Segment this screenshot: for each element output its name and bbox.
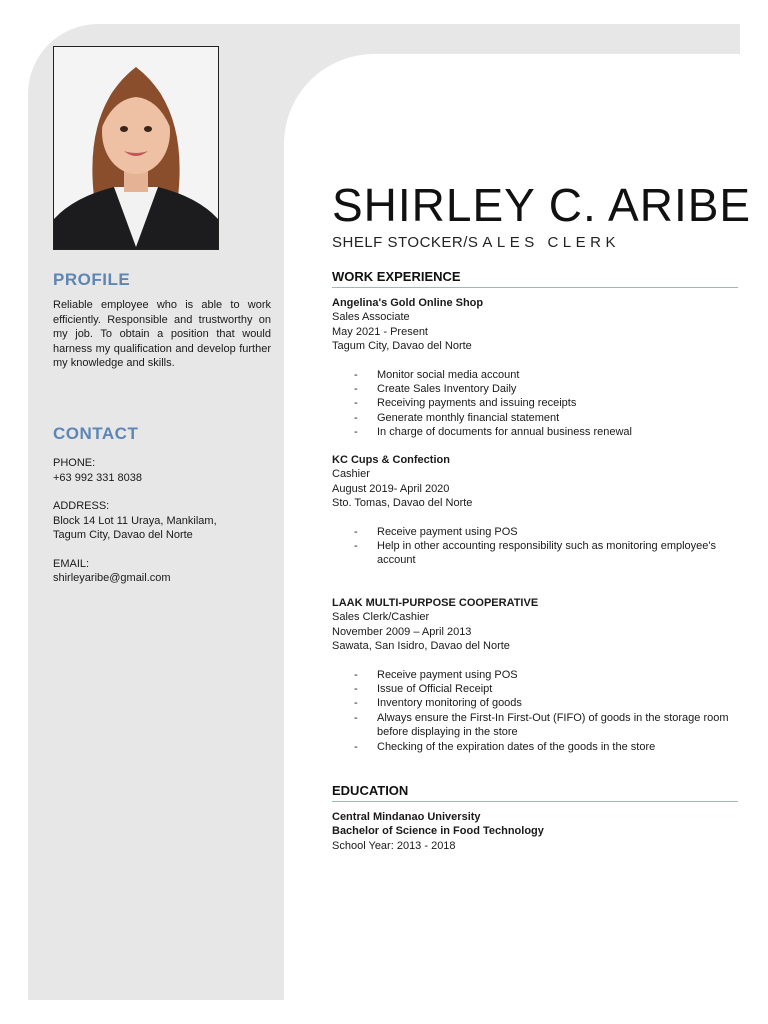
duty-item: - Create Sales Inventory Daily	[332, 382, 738, 396]
contact-heading: CONTACT	[53, 424, 139, 443]
job-dates: November 2009 – April 2013	[332, 625, 472, 638]
profile-photo	[53, 46, 219, 250]
job-duties	[332, 368, 738, 440]
education-degree: Bachelor of Science in Food Technology	[332, 825, 544, 838]
phone-value: +63 992 331 8038	[53, 471, 143, 484]
profile-heading: PROFILE	[53, 270, 131, 289]
work-experience-heading: WORK EXPERIENCE	[332, 269, 738, 288]
job-entry-1	[332, 296, 738, 440]
duty-item: - Generate monthly financial statement	[332, 411, 738, 425]
portrait-illustration	[54, 47, 218, 249]
candidate-name: SHIRLEY C. ARIBE	[332, 179, 752, 231]
job-dates: August 2019- April 2020	[332, 482, 450, 495]
candidate-subtitle	[332, 234, 620, 251]
email-label: EMAIL:	[53, 557, 90, 570]
contact-section	[53, 424, 271, 586]
job-duties	[332, 668, 738, 754]
job-position: Cashier	[332, 468, 370, 481]
duty-item: - Issue of Official Receipt	[332, 682, 738, 696]
address-label: ADDRESS:	[53, 500, 110, 512]
education-school: Central Mindanao University	[332, 811, 481, 823]
job-dates: May 2021 - Present	[332, 325, 428, 338]
duty-item: - Receiving payments and issuing receipts	[332, 396, 738, 410]
education-entry	[332, 810, 738, 853]
address-line-2: Tagum City, Davao del Norte	[53, 529, 193, 541]
duty-item: - Help in other accounting responsibility such as monitoring employee's account	[332, 539, 738, 568]
job-company: KC Cups & Confection	[332, 454, 450, 466]
duty-item: - Inventory monitoring of goods	[332, 696, 738, 710]
profile-section	[53, 270, 271, 371]
duty-item: - Checking of the expiration dates of the goods in the store	[332, 740, 738, 754]
education-year: School Year: 2013 - 2018	[332, 839, 456, 852]
address-line-1: Block 14 Lot 11 Uraya, Mankilam,	[53, 514, 217, 527]
job-location: Tagum City, Davao del Norte	[332, 340, 472, 353]
duty-item: - Always ensure the First-In First-Out (FIFO) of goods in the storage room before displaying in the store	[332, 711, 738, 740]
duty-item: - Receive payment using POS	[332, 525, 738, 539]
subtitle-spaced: SALES CLERK	[467, 234, 620, 251]
job-location: Sto. Tomas, Davao del Norte	[332, 497, 473, 510]
job-position: Sales Clerk/Cashier	[332, 611, 430, 624]
profile-text: Reliable employee who is able to work efficiently. Responsible and trustworthy on my job. To obtain a position that would harness my qualification and develop further my knowledge and skills.	[53, 299, 271, 369]
phone-label: PHONE:	[53, 457, 96, 469]
job-company: LAAK MULTI-PURPOSE COOPERATIVE	[332, 597, 539, 609]
job-location: Sawata, San Isidro, Davao del Norte	[332, 640, 510, 653]
job-position: Sales Associate	[332, 311, 410, 324]
duty-item: - Monitor social media account	[332, 368, 738, 382]
job-duties	[332, 525, 738, 568]
job-entry-3	[332, 596, 738, 754]
email-value: shirleyaribe@gmail.com	[53, 572, 171, 584]
education-heading: EDUCATION	[332, 783, 738, 802]
job-entry-2	[332, 453, 738, 568]
subtitle-main: SHELF STOCKER/	[332, 234, 468, 251]
duty-item: - In charge of documents for annual business renewal	[332, 425, 738, 439]
job-company: Angelina's Gold Online Shop	[332, 297, 484, 309]
duty-item: - Receive payment using POS	[332, 668, 738, 682]
